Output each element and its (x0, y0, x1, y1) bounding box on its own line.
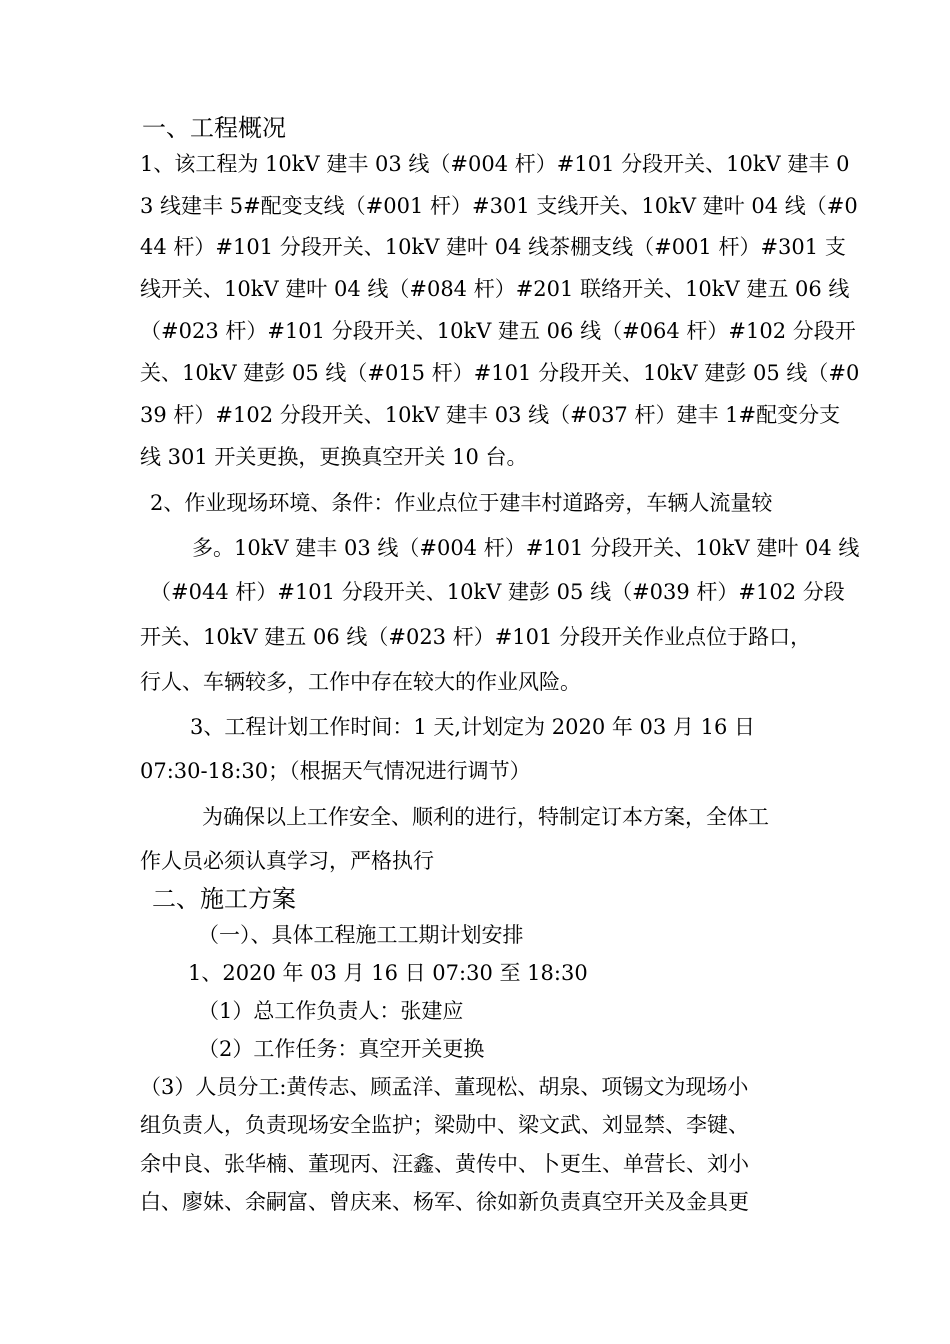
paragraph-line: （3）人员分工:黄传志、顾孟洋、董现松、胡泉、项锡文为现场小 (140, 1075, 749, 1099)
paragraph-line: （#044 杆）#101 分段开关、10kV 建彭 05 线（#039 杆）#102 分段 (150, 580, 845, 604)
paragraph-line: 开关、10kV 建五 06 线（#023 杆）#101 分段开关作业点位于路口， (140, 625, 812, 649)
paragraph-line: 39 杆）#102 分段开关、10kV 建丰 03 线（#037 杆）建丰 1#配变分支 (140, 403, 841, 427)
paragraph-line: 线开关、10kV 建叶 04 线（#084 杆）#201 联络开关、10kV 建五 06 线 (140, 277, 850, 301)
leader-line: （1）总工作负责人：张建应 (198, 999, 464, 1023)
sub-heading-schedule: （一）、具体工程施工工期计划安排 (198, 923, 524, 947)
task-line: （2）工作任务：真空开关更换 (198, 1037, 485, 1061)
paragraph-line: 作人员必须认真学习，严格执行 (140, 849, 434, 873)
paragraph-line: 44 杆）#101 分段开关、10kV 建叶 04 线茶棚支线（#001 杆）#301 支 (140, 235, 846, 259)
heading-construction-plan: 二、施工方案 (152, 885, 296, 913)
paragraph-line: 关、10kV 建彭 05 线（#015 杆）#101 分段开关、10kV 建彭 05 线（#0 (140, 361, 860, 385)
paragraph-line: （#023 杆）#101 分段开关、10kV 建五 06 线（#064 杆）#102 分段开 (140, 319, 856, 343)
paragraph-line: 行人、车辆较多，工作中存在较大的作业风险。 (140, 670, 581, 694)
paragraph-line: 白、廖妹、余嗣富、曾庆来、杨军、徐如新负责真空开关及金具更 (140, 1190, 749, 1214)
paragraph-line: 组负责人，负责现场安全监护；梁勋中、梁文武、刘显禁、李键、 (140, 1113, 749, 1137)
paragraph-line: 多。10kV 建丰 03 线（#004 杆）#101 分段开关、10kV 建叶 04 线 (192, 536, 860, 560)
schedule-line: 1、2020 年 03 月 16 日 07:30 至 18:30 (188, 961, 588, 985)
paragraph-line: 3、工程计划工作时间：1 天,计划定为 2020 年 03 月 16 日 (190, 715, 756, 739)
paragraph-line: 1、该工程为 10kV 建丰 03 线（#004 杆）#101 分段开关、10kV 建丰 0 (140, 152, 850, 176)
paragraph-line: 线 301 开关更换，更换真空开关 10 台。 (140, 445, 528, 469)
paragraph-line: 3 线建丰 5#配变支线（#001 杆）#301 支线开关、10kV 建叶 04 线（#0 (140, 194, 858, 218)
paragraph-line: 2、作业现场环境、条件：作业点位于建丰村道路旁，车辆人流量较 (150, 491, 773, 515)
paragraph-line: 07:30-18:30；（根据天气情况进行调节） (140, 759, 531, 783)
heading-project-overview: 一、工程概况 (142, 114, 286, 142)
paragraph-line: 余中良、张华楠、董现丙、汪鑫、黄传中、卜更生、单营长、刘小 (140, 1152, 749, 1176)
paragraph-line: 为确保以上工作安全、顺利的进行，特制定订本方案，全体工 (202, 805, 769, 829)
